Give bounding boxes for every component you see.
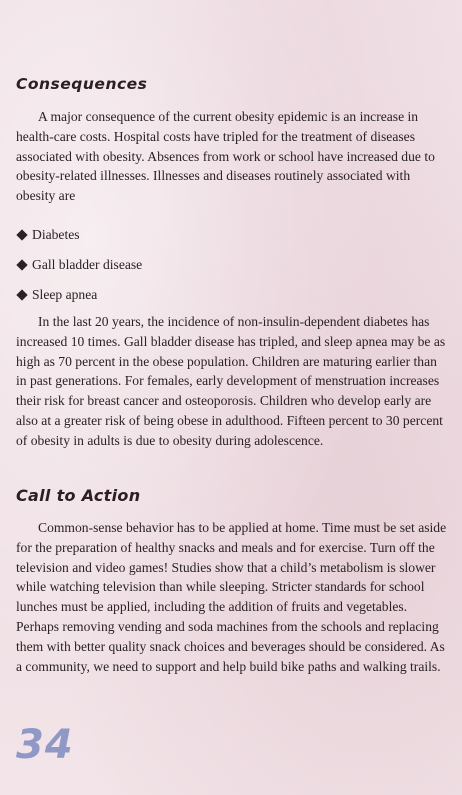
list-item — [16, 250, 142, 280]
section-heading-consequences: Consequences — [16, 75, 148, 93]
list-item — [16, 280, 142, 310]
list-item — [16, 220, 142, 250]
paragraph-consequences-statistics: In the last 20 years, the incidence of non-insulin-dependent diabetes has increased 10 times. Gall bladder disease has tripled, and sleep apnea may be as high as 70 percent in the obese population. Children are maturing earlier than in past generations. For females, early development of menstruation increases their risk for breast cancer and osteoporosis. Children who develop early are also at a greater risk of being obese in adulthood. Fifteen percent to 30 percent of obesity in adults is due to obesity during adolescence. — [16, 314, 446, 448]
paragraph-call-to-action: Common-sense behavior has to be applied at home. Time must be set aside for the preparation of healthy snacks and meals and for exercise. Turn off the television and video games! Studies show that a child’s metabolism is slower while watching television than while sleeping. Stricter standards for school lunches must be applied, including the addition of fruits and vegetables. Perhaps removing vending and soda machines from the schools and replacing them with better quality snack choices and beverages should be considered. As a community, we need to support and help build bike paths and walking trails. — [16, 520, 447, 674]
diamond-bullet-icon — [16, 259, 27, 270]
list-item-label: Gall bladder disease — [32, 257, 143, 272]
paragraph-consequences-intro: A major consequence of the current obesity epidemic is an increase in health-care costs. Hospital costs have tripled for the treatment of diseases associated with obesity. Absences from work or school have increased due to obesity-related illnesses. Illnesses and diseases routinely associated with obesity are — [16, 109, 435, 204]
diamond-bullet-icon — [16, 229, 27, 240]
list-item-label: Sleep apnea — [32, 287, 98, 302]
list-item-label: Diabetes — [32, 227, 80, 242]
bullet-list-diseases — [16, 220, 142, 310]
page-number: 34 — [16, 722, 74, 768]
section-heading-call-to-action: Call to Action — [16, 486, 141, 505]
diamond-bullet-icon — [16, 289, 27, 300]
